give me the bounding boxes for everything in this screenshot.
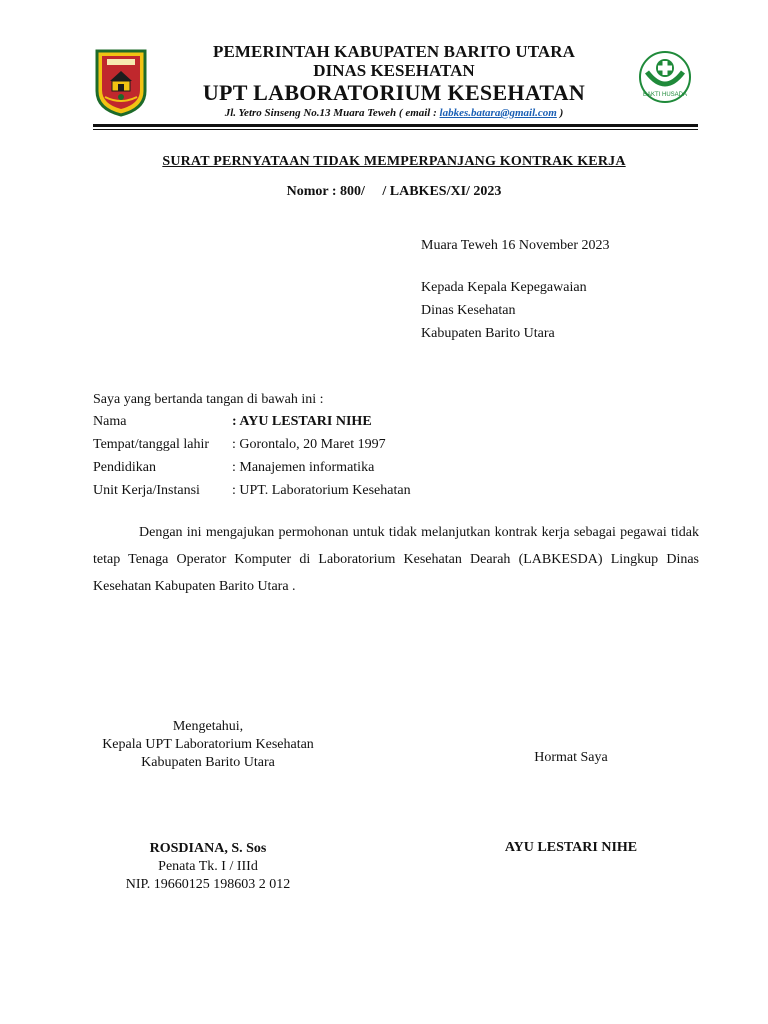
acknowledged-label: Mengetahui,	[172, 719, 244, 734]
detail-value: : Gorontalo, 20 Maret 1997	[232, 437, 386, 452]
recipient-block	[421, 276, 587, 345]
detail-label: Unit Kerja/Instansi	[93, 483, 200, 498]
detail-row-birth	[93, 437, 411, 460]
signer-position: Kepala UPT Laboratorium Kesehatan	[102, 737, 314, 752]
signer-applicant-name: AYU LESTARI NIHE	[504, 840, 638, 855]
closing-text: Hormat Saya	[534, 750, 608, 765]
detail-value: : UPT. Laboratorium Kesehatan	[232, 483, 411, 498]
signer-head-nip: NIP. 19660125 198603 2 012	[125, 877, 291, 892]
place-date: Muara Teweh 16 November 2023	[421, 238, 610, 253]
document-number: Nomor : 800/ / LABKES/XI/ 2023	[286, 184, 502, 199]
signer-head-details	[93, 840, 323, 894]
address-close: )	[556, 107, 564, 119]
address-text: Jl. Yetro Sinseng No.13 Muara Teweh ( email :	[224, 107, 440, 119]
letterhead-unit: UPT LABORATORIUM KESEHATAN	[202, 80, 586, 105]
letterhead-department: DINAS KESEHATAN	[313, 61, 475, 80]
detail-row-education	[93, 460, 411, 483]
signer-head-rank: Penata Tk. I / IIId	[158, 859, 258, 874]
detail-row-unit	[93, 483, 411, 506]
statement-paragraph: Dengan ini mengajukan permohonan untuk tidak melanjutkan kontrak kerja sebagai pegawai tidak tetap Tenaga Operator Komputer di Laboratorium Kesehatan Dearah (LABKESDA) Lingkup Dinas Kesehatan Kabupaten Barito Utara .	[93, 525, 699, 594]
recipient-line: Kepada Kepala Kepegawaian	[421, 280, 587, 295]
recipient-line: Kabupaten Barito Utara	[421, 326, 555, 341]
document-title: SURAT PERNYATAAN TIDAK MEMPERPANJANG KONTRAK KERJA	[162, 154, 626, 169]
signer-head-name: ROSDIANA, S. Sos	[149, 841, 267, 856]
detail-value: : AYU LESTARI NIHE	[232, 414, 372, 429]
detail-value: : Manajemen informatika	[232, 460, 375, 475]
intro-text: Saya yang bertanda tangan di bawah ini :	[93, 392, 324, 407]
detail-label: Pendidikan	[93, 460, 156, 475]
letterhead-divider-thin	[93, 129, 698, 130]
detail-label: Tempat/tanggal lahir	[93, 437, 210, 452]
bakti-husada-logo-icon	[637, 46, 693, 108]
barito-utara-emblem-icon	[93, 47, 149, 117]
detail-label: Nama	[93, 414, 127, 429]
detail-row-name	[93, 414, 411, 437]
letterhead-government: PEMERINTAH KABUPATEN BARITO UTARA	[212, 42, 576, 61]
bakti-husada-logo-text: BAKTI HUSADA	[642, 92, 688, 98]
email-link[interactable]: labkes.batara@gmail.com	[439, 107, 557, 119]
personal-details-table	[93, 414, 411, 506]
recipient-line: Dinas Kesehatan	[421, 303, 516, 318]
letterhead-address	[160, 106, 628, 120]
letterhead	[160, 42, 628, 120]
signer-region: Kabupaten Barito Utara	[141, 755, 275, 770]
letterhead-divider	[93, 124, 698, 127]
signature-block-head	[93, 718, 323, 772]
